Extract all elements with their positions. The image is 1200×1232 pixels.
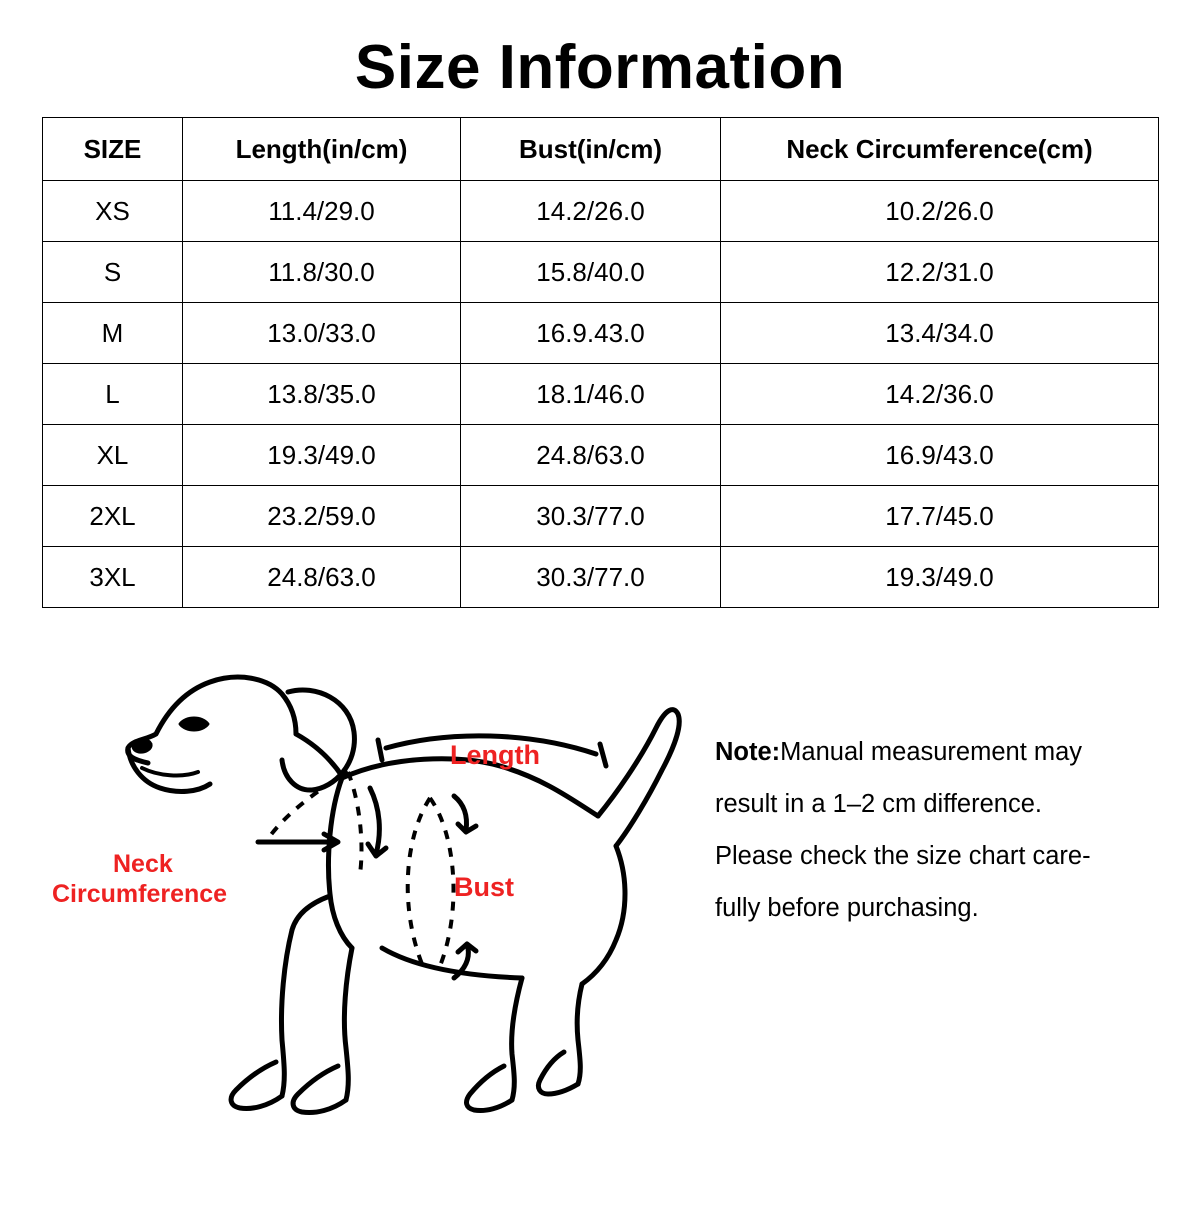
note-block — [715, 726, 1175, 934]
cell-neck: 12.2/31.0 — [721, 242, 1159, 303]
cell-neck: 14.2/36.0 — [721, 364, 1159, 425]
cell-neck: 17.7/45.0 — [721, 486, 1159, 547]
column-header-length: Length(in/cm) — [183, 118, 461, 181]
cell-size: L — [43, 364, 183, 425]
cell-neck: 19.3/49.0 — [721, 547, 1159, 608]
cell-size: M — [43, 303, 183, 364]
column-header-size: SIZE — [43, 118, 183, 181]
size-table — [42, 117, 1159, 608]
table-row — [43, 303, 1159, 364]
cell-size: S — [43, 242, 183, 303]
cell-length: 13.8/35.0 — [183, 364, 461, 425]
cell-bust: 30.3/77.0 — [461, 547, 721, 608]
size-information-page — [0, 32, 1200, 1232]
table-row — [43, 242, 1159, 303]
table-row — [43, 425, 1159, 486]
cell-length: 24.8/63.0 — [183, 547, 461, 608]
table-header-row — [43, 118, 1159, 181]
cell-length: 13.0/33.0 — [183, 303, 461, 364]
cell-bust: 18.1/46.0 — [461, 364, 721, 425]
column-header-neck: Neck Circumference(cm) — [721, 118, 1159, 181]
cell-size: XL — [43, 425, 183, 486]
cell-neck: 16.9/43.0 — [721, 425, 1159, 486]
dog-diagram — [30, 648, 690, 1148]
label-length: Length — [450, 740, 540, 770]
cell-bust: 16.9.43.0 — [461, 303, 721, 364]
cell-length: 11.4/29.0 — [183, 181, 461, 242]
cell-size: 3XL — [43, 547, 183, 608]
cell-bust: 30.3/77.0 — [461, 486, 721, 547]
table-row — [43, 364, 1159, 425]
size-table-container — [42, 117, 1158, 608]
cell-size: XS — [43, 181, 183, 242]
note-line-1-text: Manual measurement may — [780, 738, 1083, 766]
table-row — [43, 486, 1159, 547]
note-line-1 — [715, 726, 1175, 778]
note-line-4: fully before purchasing. — [715, 894, 979, 922]
neck-arrows — [258, 788, 386, 856]
note-prefix: Note: — [715, 738, 781, 766]
cell-size: 2XL — [43, 486, 183, 547]
cell-neck: 13.4/34.0 — [721, 303, 1159, 364]
cell-bust: 24.8/63.0 — [461, 425, 721, 486]
cell-bust: 14.2/26.0 — [461, 181, 721, 242]
note-line-3: Please check the size chart care- — [715, 842, 1091, 870]
cell-length: 11.8/30.0 — [183, 242, 461, 303]
column-header-bust: Bust(in/cm) — [461, 118, 721, 181]
page-title: Size Information — [354, 33, 846, 102]
label-bust: Bust — [454, 872, 514, 902]
cell-neck: 10.2/26.0 — [721, 181, 1159, 242]
table-row — [43, 181, 1159, 242]
label-neck-line2: Circumference — [52, 880, 228, 908]
bust-measure-loop — [408, 798, 454, 966]
cell-length: 19.3/49.0 — [183, 425, 461, 486]
cell-length: 23.2/59.0 — [183, 486, 461, 547]
measurement-diagram-section — [0, 648, 1200, 1168]
table-row — [43, 547, 1159, 608]
dog-illustration-svg — [30, 648, 690, 1148]
cell-bust: 15.8/40.0 — [461, 242, 721, 303]
label-neck-line1: Neck — [113, 850, 173, 878]
note-line-2: result in a 1–2 cm difference. — [715, 790, 1042, 818]
